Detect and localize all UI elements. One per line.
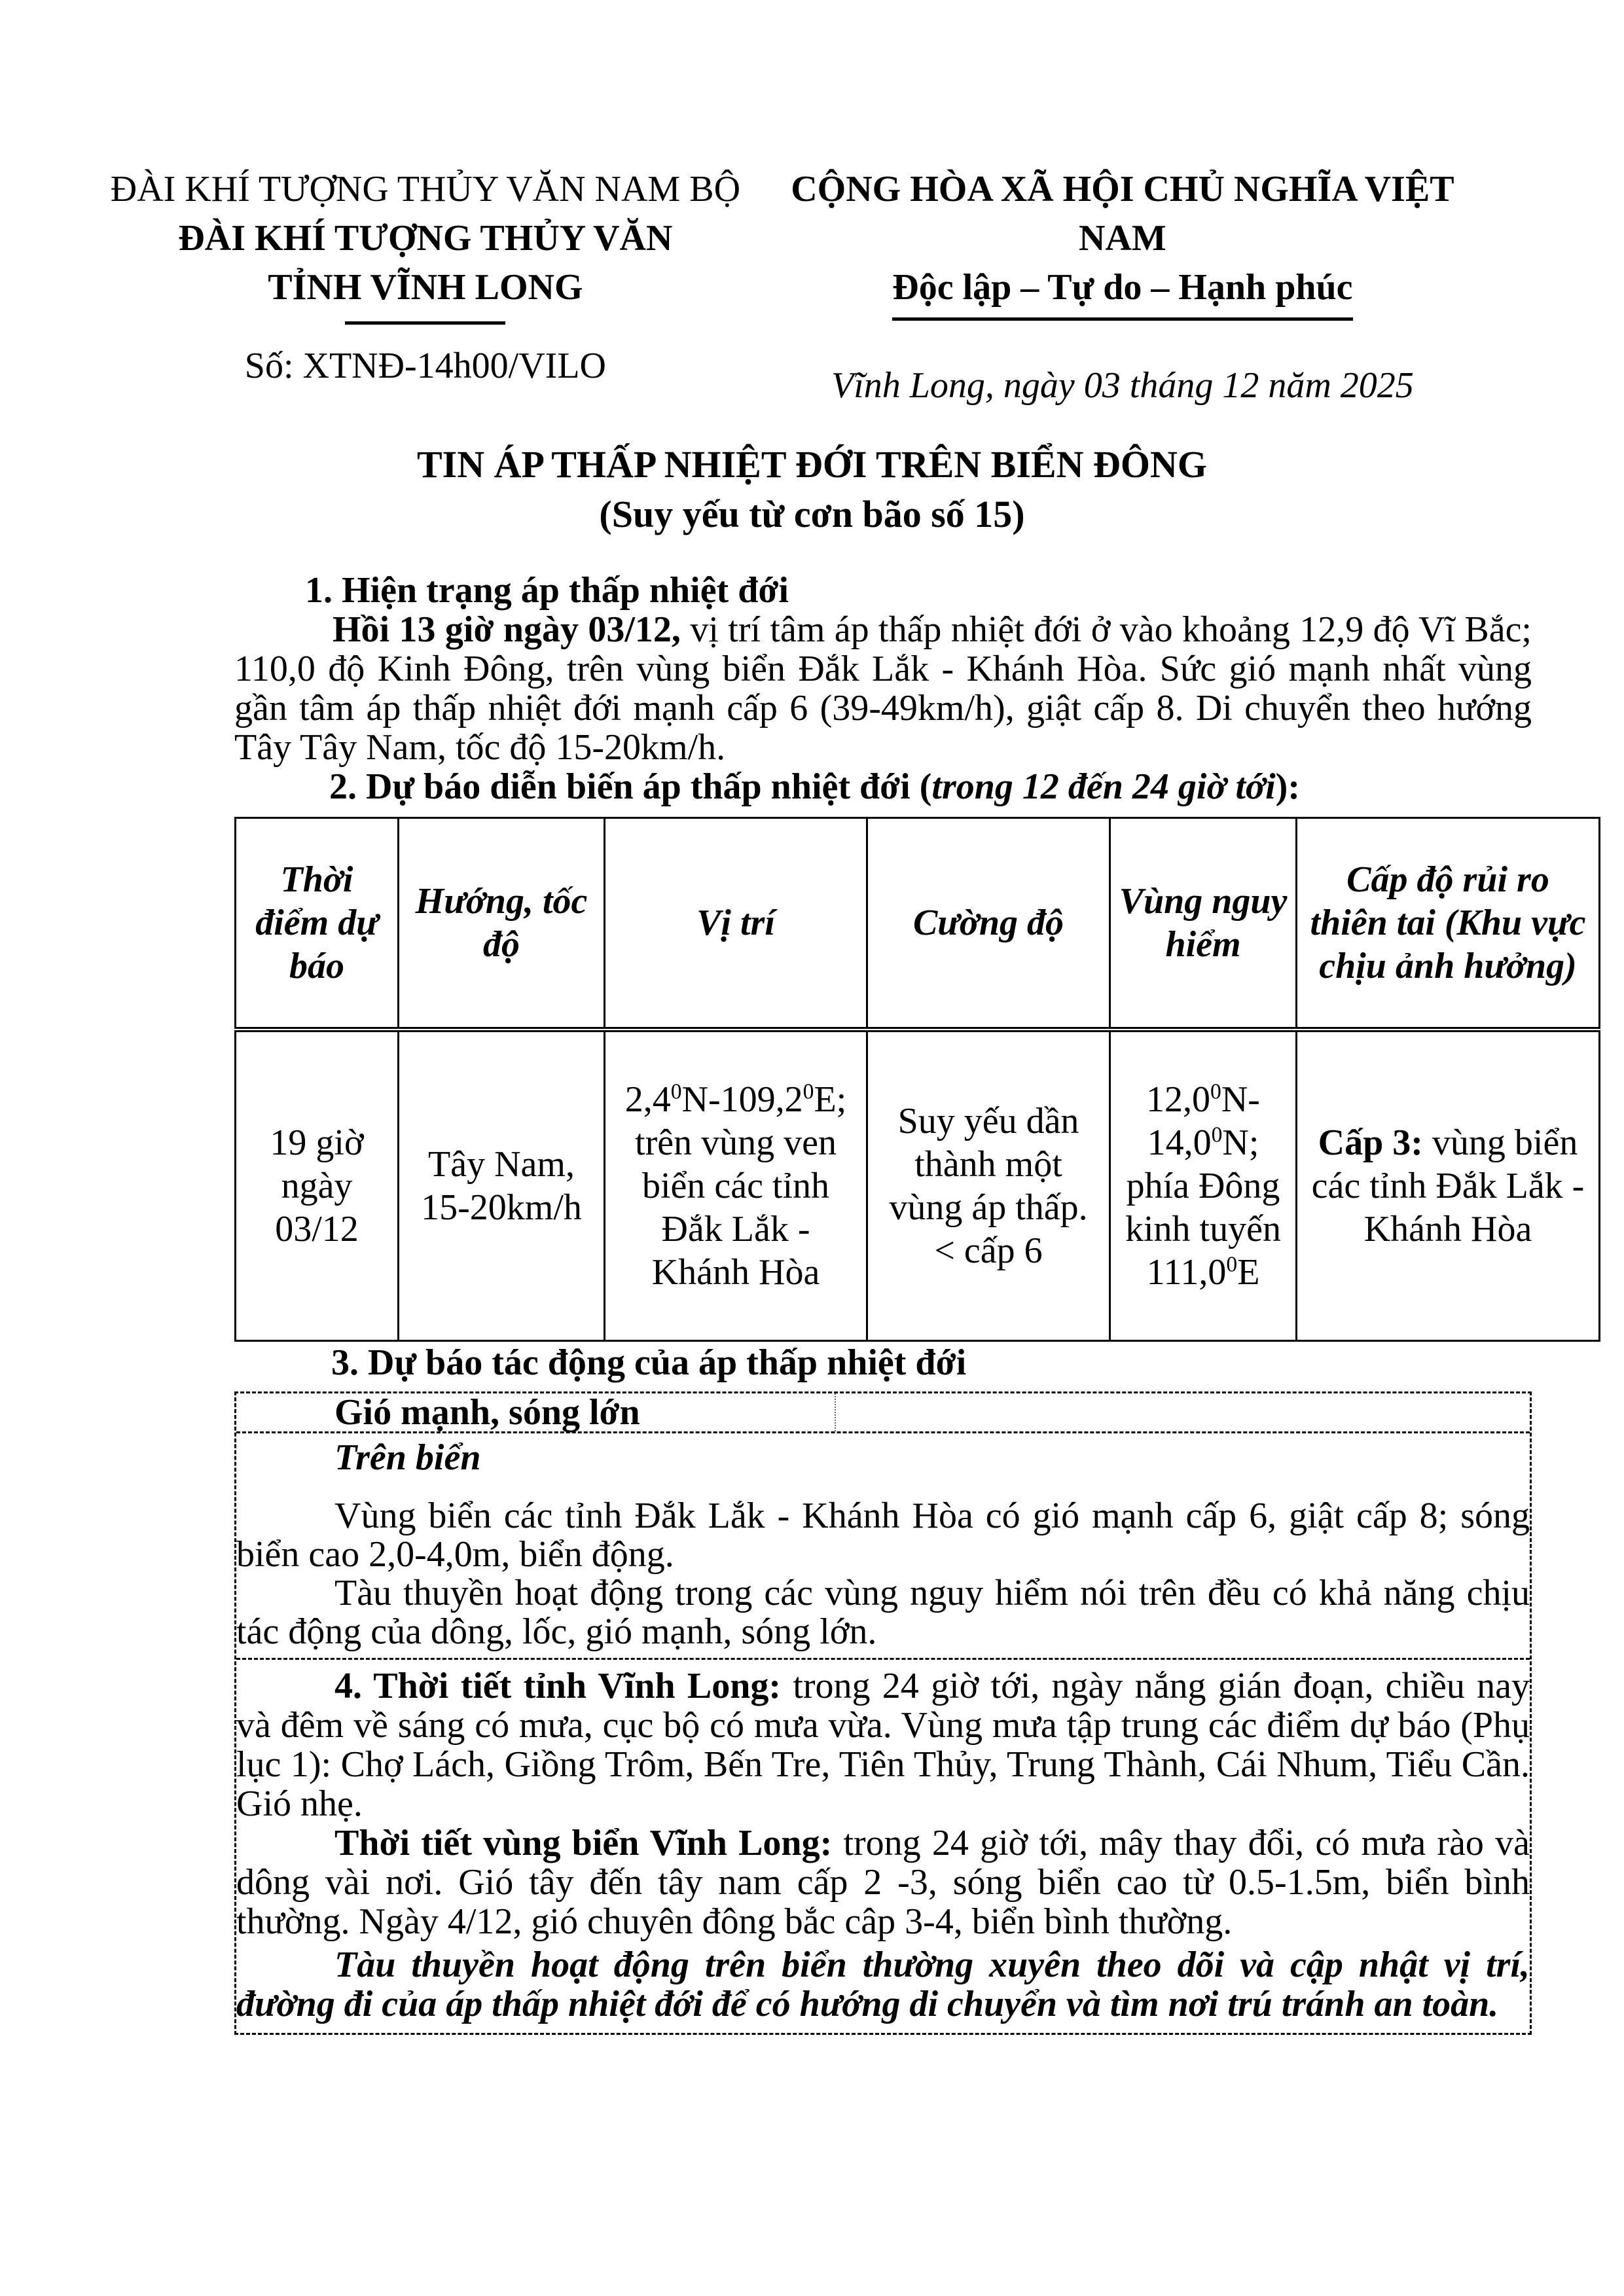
- forecast-table: [234, 817, 1600, 1342]
- agency-parent-name: ĐÀI KHÍ TƯỢNG THỦY VĂN NAM BỘ: [110, 169, 741, 209]
- section-4-sea-heading: Thời tiết vùng biển Vĩnh Long:: [334, 1823, 833, 1863]
- col-header-risk-level: Cấp độ rủi ro thiên tai (Khu vực chịu ảnh hưởng): [1297, 818, 1600, 1030]
- cell-position: $2,4^0N-109,2^0E$; trên vùng ven biển các tỉnh Đắk Lắk - Khánh Hòa: [605, 1030, 867, 1341]
- forecast-table-data-row: [236, 1030, 1600, 1341]
- col-header-direction: Hướng, tốc độ: [399, 818, 605, 1030]
- impact-sea-row: [236, 1433, 1530, 1658]
- forecast-table-header-row: [236, 818, 1600, 1030]
- section-1-body-text: vị trí tâm áp thấp nhiệt đới ở vào khoảng 12,9 độ Vĩ Bắc; 110,0 độ Kinh Đông, trên vùng biển Đắk Lắk - Khánh Hòa. Sức gió mạnh nhất vùng gần tâm áp thấp nhiệt đới mạnh cấp 6 (39-49km/h), giật cấp 8. Di chuyển theo hướng Tây Tây Nam, tốc độ 15-20km/h.: [234, 609, 1532, 768]
- col-header-intensity: Cường độ: [867, 818, 1110, 1030]
- col-header-time: Thời điểm dự báo: [236, 818, 399, 1030]
- national-header-block: [746, 165, 1499, 410]
- impact-sea-paragraph-2: Tàu thuyền hoạt động trong các vùng nguy hiểm nói trên đều có khả năng chịu tác động của dông, lốc, gió mạnh, sóng lớn.: [236, 1573, 1530, 1652]
- section-4-heading: 4. Thời tiết tỉnh Vĩnh Long:: [334, 1666, 782, 1706]
- section-1-lead: Hồi 13 giờ ngày 03/12,: [333, 609, 681, 650]
- section-4-paragraph-1: 4. Thời tiết tỉnh Vĩnh Long: trong 24 giờ tới, ngày nắng gián đoạn, chiều nay và đêm về sáng có mưa, cục bộ có mưa vừa. Vùng mưa tập trung các điểm dự báo (Phụ lục 1): Chợ Lách, Giồng Trôm, Bến Tre, Tiên Thủy, Trung Thành, Cái Nhum, Tiểu Cần. Gió nhẹ.: [236, 1666, 1530, 1824]
- bulletin-title-line1: TIN ÁP THẤP NHIỆT ĐỚI TRÊN BIỂN ĐÔNG: [416, 443, 1207, 486]
- bulletin-title: [0, 440, 1624, 539]
- cell-risk-level: Cấp 3: vùng biển các tỉnh Đắk Lắk - Khánh Hòa: [1297, 1030, 1600, 1341]
- section-2-heading: 2. Dự báo diễn biến áp thấp nhiệt đới (trong 12 đến 24 giờ tới):: [329, 766, 1300, 807]
- letterhead: [105, 165, 1499, 410]
- col-header-position: Vị trí: [605, 818, 867, 1030]
- agency-divider-rule: [345, 321, 505, 325]
- agency-name-line1: ĐÀI KHÍ TƯỢNG THỦY VĂN: [178, 218, 673, 259]
- section-1-heading: 1. Hiện trạng áp thấp nhiệt đới: [305, 570, 789, 611]
- section-1-paragraph: [234, 610, 1532, 767]
- impact-sea-paragraph-1: Vùng biển các tỉnh Đắk Lắk - Khánh Hòa có gió mạnh cấp 6, giật cấp 8; sóng biển cao 2,0-4,0m, biển động.: [236, 1496, 1530, 1575]
- section-4-paragraph-2: Thời tiết vùng biển Vĩnh Long: trong 24 giờ tới, mây thay đổi, có mưa rào và dông vài nơi. Gió tây đến tây nam cấp 2 -3, sóng biển cao từ 0.5-1.5m, biển bình thường. Ngày 4/12, gió chuyên đông bắc câp 3-4, biển bình thường.: [236, 1823, 1530, 1942]
- place-dateline: Vĩnh Long, ngày 03 tháng 12 năm 2025: [831, 365, 1414, 406]
- issuing-agency-block: [105, 165, 746, 410]
- section-3-heading: 3. Dự báo tác động của áp thấp nhiệt đới: [331, 1342, 967, 1383]
- col-header-danger-zone: Vùng nguy hiểm: [1110, 818, 1297, 1030]
- cell-danger-zone: 12,0$^0$N-14,0$^0$N; phía Đông kinh tuyến 111,0$^0$E: [1110, 1030, 1297, 1341]
- national-motto: Độc lập – Tự do – Hạnh phúc: [892, 263, 1352, 321]
- section-2-heading-italic: trong 12 đến 24 giờ tới: [931, 766, 1276, 807]
- section-1: [234, 571, 1532, 806]
- cell-intensity: Suy yếu dần thành một vùng áp thấp. < cấp 6: [867, 1030, 1110, 1341]
- bulletin-title-line2: (Suy yếu từ cơn bão số 15): [599, 493, 1025, 535]
- impact-band-title: Gió mạnh, sóng lớn: [334, 1392, 640, 1433]
- impact-subhead-sea: Trên biển: [334, 1437, 481, 1478]
- section-3-heading-wrap: [234, 1343, 1532, 1382]
- section-4: [236, 1658, 1530, 2033]
- section-4-warning: Tàu thuyền hoạt động trên biển thường xuyên theo dõi và cập nhật vị trí, đường đi của áp thấp nhiệt đới để có hướng di chuyển và tìm nơi trú tránh an toàn.: [236, 1945, 1530, 2024]
- impact-box: [234, 1391, 1532, 2035]
- document-number: Số: XTNĐ-14h00/VILO: [244, 346, 606, 386]
- agency-name-line2: TỈNH VĨNH LONG: [268, 267, 583, 308]
- national-title: CỘNG HÒA XÃ HỘI CHỦ NGHĨA VIỆT NAM: [791, 169, 1454, 259]
- cell-direction: Tây Nam, 15-20km/h: [399, 1030, 605, 1341]
- cell-time: 19 giờ ngày 03/12: [236, 1030, 399, 1341]
- impact-band-row: [236, 1393, 1530, 1433]
- impact-band-divider: [835, 1393, 836, 1431]
